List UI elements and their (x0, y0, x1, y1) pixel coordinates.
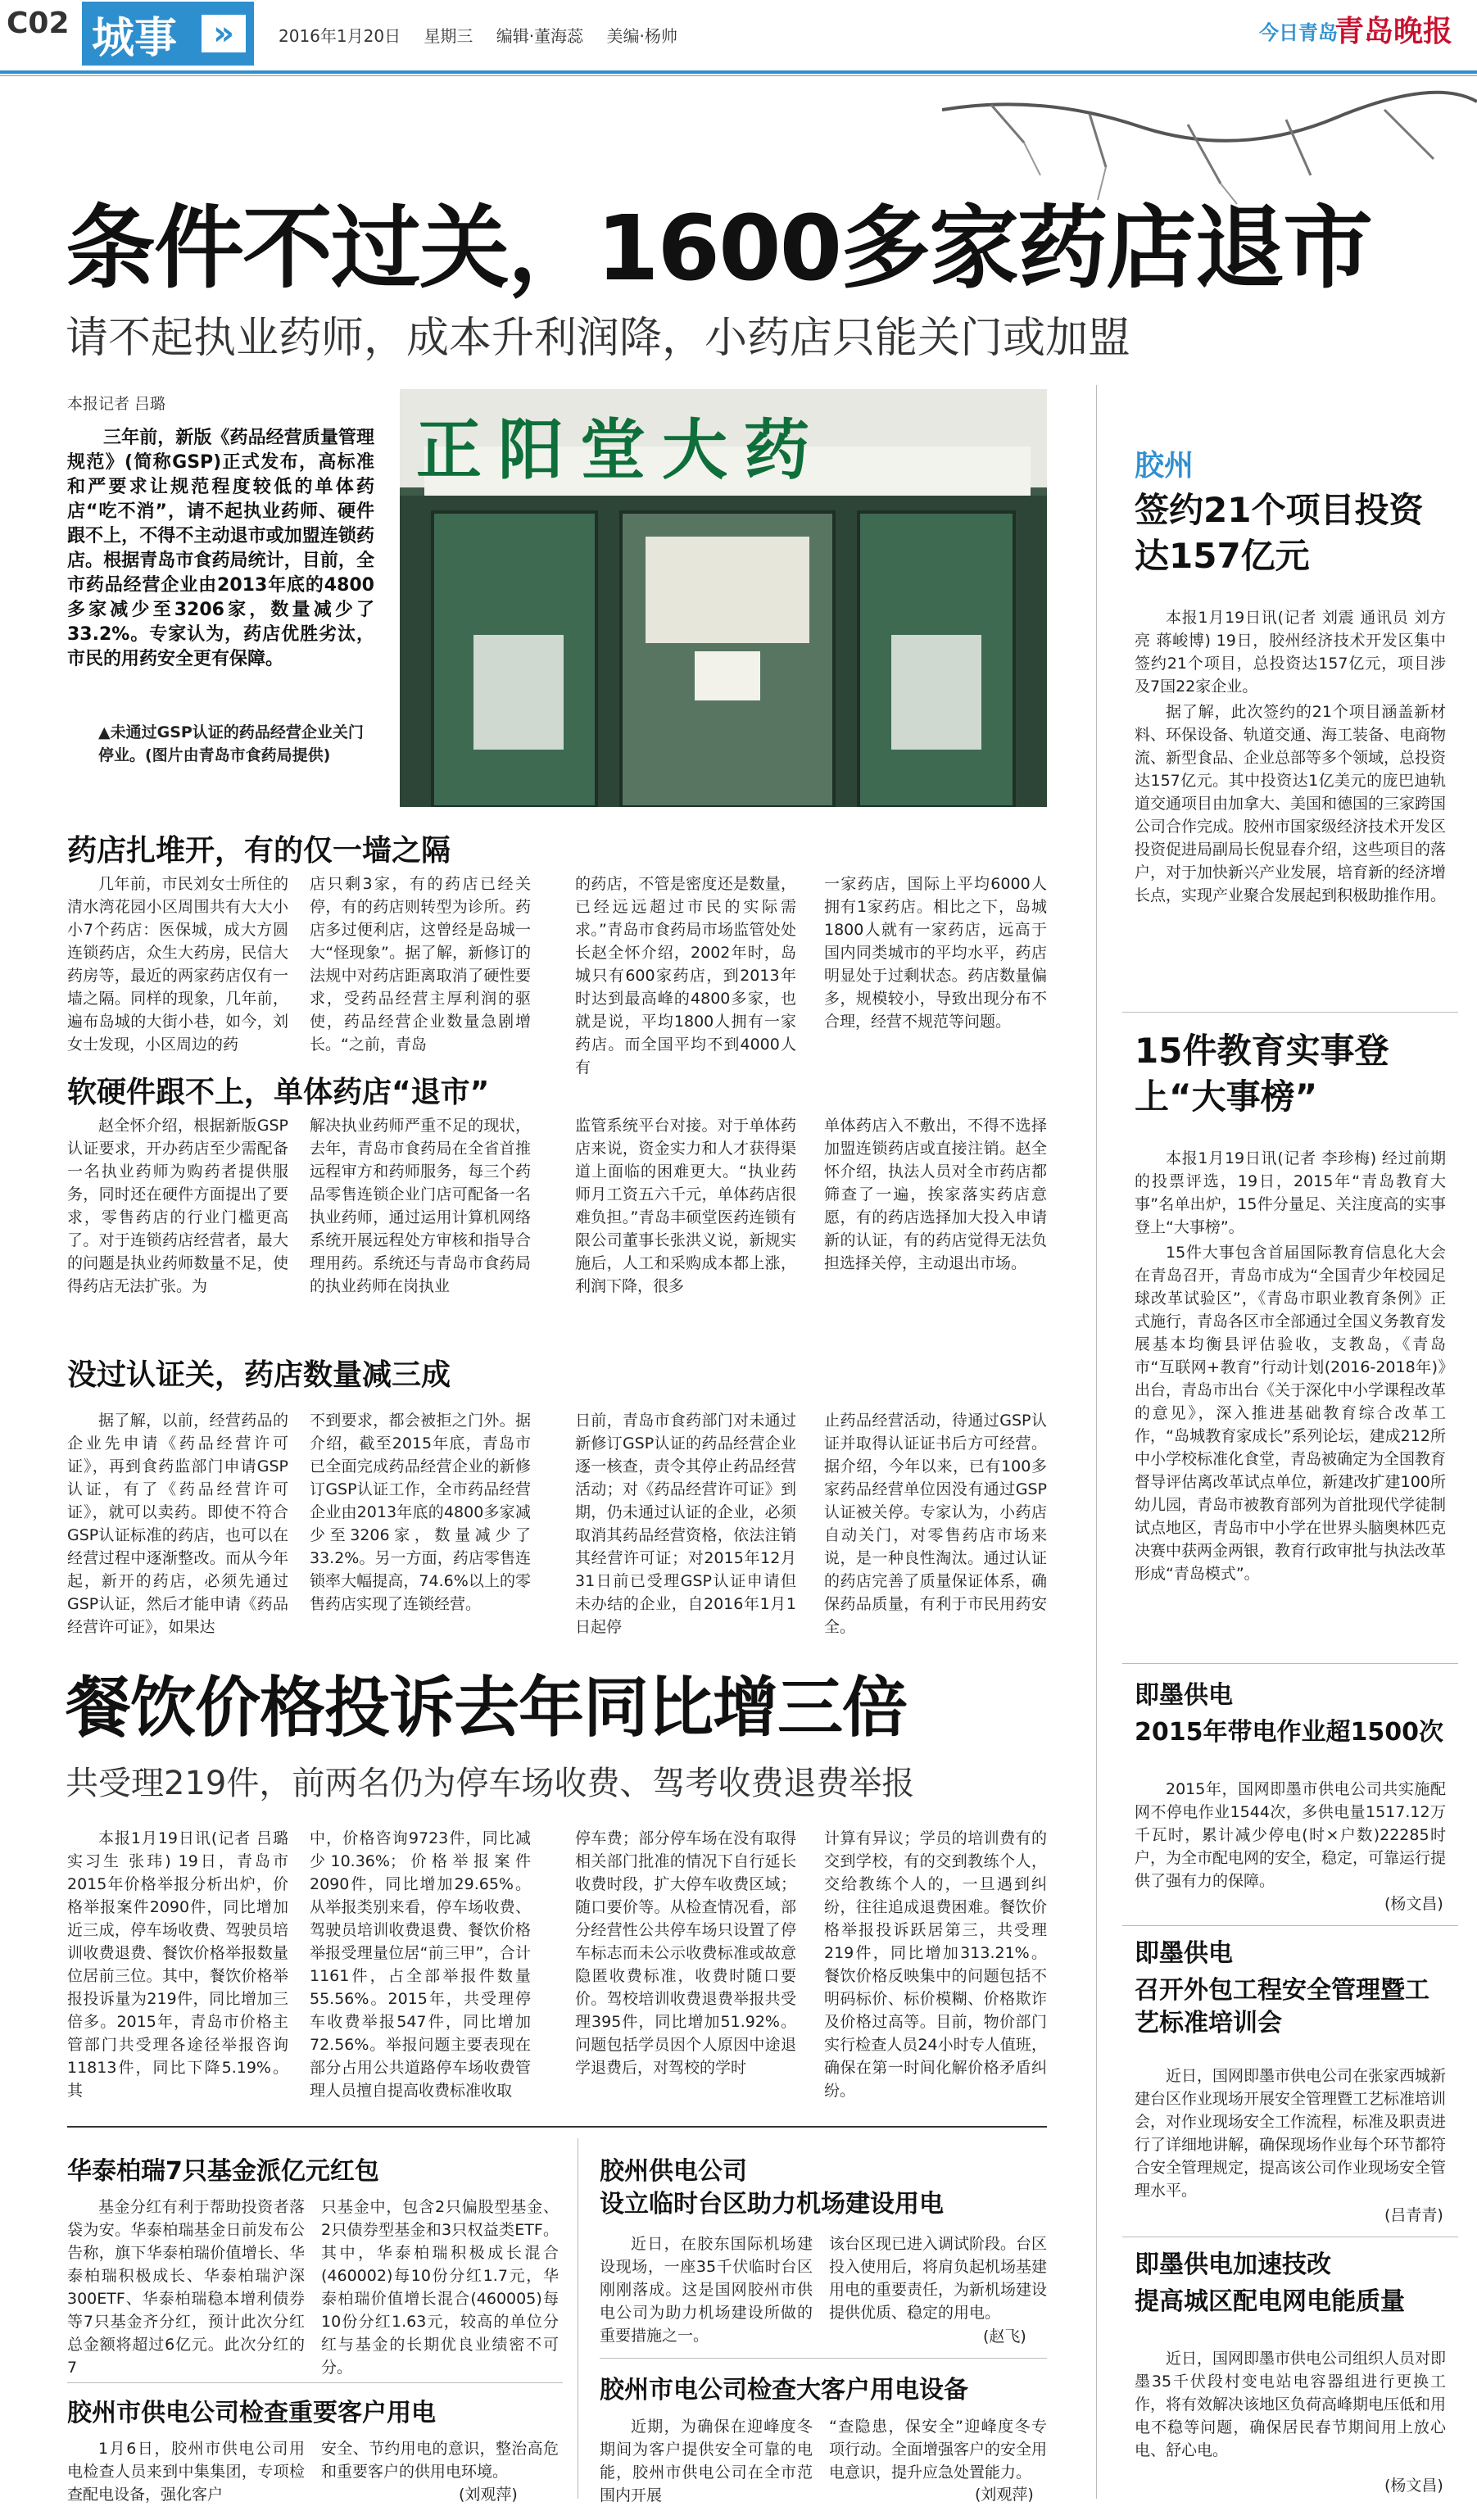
sidebar-separator (1122, 1663, 1458, 1664)
s2-col4: 单体药店入不敷出，不得不选择加盟连锁药店或直接注销。赵全怀介绍，执法人员对全市药店都筛查了一遍，挨家落实药店意愿，有的药店选择加大投入申请新的认证，有的药店觉得无法负担选择关停，主动退出市场。 (824, 1117, 1047, 1272)
s3-col4: 止药品经营活动，待通过GSP认证并取得认证证书后方可经营。据介绍，今年以来，已有100多家药品经营单位因没有通过GSP认证被关停。专家认为，小药店自动关门，对零售药店市场来说，是一种良性淘汰。通过认证的药店完善了质量保证体系，确保药品质量，有利于市民用药安全。 (824, 1412, 1047, 1636)
sidebar-headline-4a: 即墨供电 (1135, 1939, 1233, 1968)
header-rule (0, 70, 1477, 74)
sidebar-headline-4b: 召开外包工程安全管理暨工艺标准培训会 (1135, 1976, 1429, 2037)
section-heading-1: 药店扎堆开，有的仅一墙之隔 (67, 834, 451, 868)
storefront-photo (400, 389, 1047, 807)
s2-col2: 解决执业药师严重不足的现状，去年，青岛市食药局在全省首推远程审方和药师服务，每三个药品零售连锁企业门店可配备一名执业药师，通过运用计算机网络系统开展远程处方审核和指导合理用药。系统还与青岛市食药局的执业药师在岗执业 (310, 1117, 531, 1295)
page-code: C02 (7, 7, 70, 40)
second-col1: 本报1月19日讯(记者 吕璐 实习生 张玮) 19日，青岛市2015年价格举报分析出炉，价格举报案件2090件，同比增加近三成，停车场收费、驾驶员培训收费退费、餐饮价格举报数量位居前三位。其中，餐饮价格举报投诉量为219件，同比增加三倍多。2015年，青岛市价格主管部门共受理各途径举报咨询11813件，同比下降5.19%。其 (67, 1829, 288, 2100)
issue-weekday: 星期三 (424, 26, 473, 46)
main-subhead: 请不起执业药师，成本升利润降，小药店只能关门或加盟 (66, 314, 1131, 363)
chevron-right-icon: » (202, 15, 246, 52)
s3-col1: 据了解，以前，经营药品的企业先申请《药品经营许可证》，再到食药监部门申请GSP认证，有了《药品经营许可证》，就可以卖药。即使不符合GSP认证标准的药店，也可以在经营过程中逐渐整改。而从今年起，新开的药店，必须先通过GSP认证，然后才能申请《药品经营许可证》，如果达 (67, 1412, 288, 1636)
sidebar-headline-3b: 2015年带电作业超1500次 (1135, 1718, 1443, 1747)
s1-col2: 店只剩3家，有的药店已经关停，有的药店则转型为诊所。药店多过便利店，这曾经是岛城一大“怪现象”。据了解，新修订的法规中对药店距离取消了硬性要求，受药品经营主厚利润的驱使，药品经营企业数量急剧增长。“之前，青岛 (310, 875, 531, 1054)
brief-bigclient-col2: “查隐患，保安全”迎峰度冬专项行动。全面增强客户的安全用电意识，提升应急处置能力。 (829, 2418, 1048, 2481)
sidebar-body-4: 近日，国网即墨市供电公司在张家西城新建台区作业现场开展安全管理暨工艺标准培训会，对作业现场安全工作流程，标准及职责进行了详细地讲解，确保现场作业每个环节都符合安全管理规定，提高该公司作业现场安全管理水平。 (1135, 2067, 1447, 2200)
sidebar-body-2: 15件大事包含首届国际教育信息化大会在青岛召开，青岛市成为“全国青少年校园足球改革试验区”，《青岛市职业教育条例》正式施行，青岛各区市全部通过全国义务教育发展基本均衡县评估验收，支教岛，《青岛市“互联网+教育”行动计划(2016-2018年)》出台，青岛市出台《关于深化中小学课程改革的意见》，深入推进基础教育综合改革工作，“岛城教育家成长”系列论坛，建成212所中小学校标准化食堂，青岛被确定为全国教育督导评估离改革试点单位，新建改扩建100所幼儿园，青岛市被教育部列为首批现代学徒制试点地区，青岛市中小学在世界头脑奥林匹克决赛中获两金两银，教育行政审批与执法改革形成“青岛模式”。 (1135, 1244, 1447, 1583)
brief-huatai-col2: 只基金中，包含2只偏股型基金、2只债券型基金和3只权益类ETF。其中，华泰柏瑞积极成长混合(460002)每10份分红1.7元，华泰柏瑞价值增长混合(460005)每10份分红1.63元，较高的单位分红与基金的长期优良业绩密不可分。 (321, 2198, 559, 2377)
s1-col1: 几年前，市民刘女士所住的清水湾花园小区周围共有大大小小7个药店：医保城，成大方圆连锁药店，众生大药房，民信大药房等，最近的两家药店仅有一墙之隔。同样的现象，几年前，遍布岛城的大街小巷，如今，刘女士发现，小区周边的药 (67, 875, 288, 1054)
sidebar-body-5: 近日，国网即墨市供电公司组织人员对即墨35千伏段村变电站电容器组进行更换工作，将有效解决该地区负荷高峰期电压低和用电不稳等问题，确保居民春节期间用上放心电、舒心电。 (1135, 2350, 1447, 2459)
main-lead: 三年前，新版《药品经营质量管理规范》(简称GSP)正式发布，高标准和严要求让规范程度较低的单体药店“吃不消”，请不起执业药师、硬件跟不上，不得不主动退市或加盟连锁药店。根据青岛市食药局统计，目前，全市药品经营企业由2013年底的4800多家减少至3206家，数量减少了33.2%。专家认为，药店优胜劣汰，市民的用药安全更有保障。 (67, 428, 374, 669)
brief-separator (600, 2358, 1047, 2359)
newspaper-logo: 青岛晚报 (1334, 14, 1452, 48)
brief-headline-huatai: 华泰柏瑞7只基金派亿元红包 (67, 2157, 379, 2186)
section-label: 城事 (82, 2, 254, 66)
s3-col3: 日前，青岛市食药部门对未通过新修订GSP认证的药品经营企业逐一核查，责令其停止药品经营活动；对《药品经营许可证》到期，仍未通过认证的企业，必须取消其药品经营资格，依法注销其经营许可证；对2015年12月31日前已受理GSP认证申请但未办结的企业，自2016年1月1日起停 (575, 1412, 796, 1636)
photo-caption: ▲未通过GSP认证的药品经营企业关门停业。(图片由青岛市食药局提供) (98, 723, 364, 764)
second-col3: 停车费；部分停车场在没有取得相关部门批准的情况下自行延长收费时段，扩大停车收费区域；随口要价等。从检查情况看，部分经营性公共停车场只设置了停车标志而未公示收费标准或故意隐匿收费标准，收费时随口要价。驾校培训收费退费举报共受理395件，同比增加51.92%。问题包括学员因个人原因中途退学退费后，对驾校的学时 (575, 1829, 796, 2077)
sidebar-byline-2: 本报1月19日讯(记者 李珍梅) 经过前期的投票评选，19日，2015年“青岛教育大事”名单出炉，15件分量足、关注度高的实事登上“大事榜”。 (1135, 1149, 1446, 1236)
brief-jiaozhou-major-sign: (刘观萍) (459, 2486, 518, 2504)
s1-col4: 一家药店，国际上平均6000人拥有1家药店。相比之下，岛城1800人就有一家药店，远高于国内同类城市的平均水平，药店明显处于过剩状态。药店数量偏多，规模较小，导致出现分布不合理，经营不规范等问题。 (824, 875, 1047, 1031)
header-thin-rule (0, 75, 1477, 76)
sidebar-headline-3a: 即墨供电 (1135, 1681, 1233, 1710)
sidebar-separator (1122, 1925, 1458, 1926)
brief-huatai-col1: 基金分红有利于帮助投资者落袋为安。华泰柏瑞基金日前发布公告称，旗下华泰柏瑞价值增长、华泰柏瑞积极成长、华泰柏瑞沪深300ETF、华泰柏瑞稳本增利债券等7只基金齐分红，预计此次分红总金额将超过6亿元。此次分红的7 (67, 2198, 305, 2377)
s1-col3: 的药店，不管是密度还是数量，已经远远超过市民的实际需求。”青岛市食药局市场监管处处长赵全怀介绍，2002年时，岛城只有600家药店，到2013年时达到最高峰的4800多家，也就是说，平均1800人拥有一家药店。而全国平均不到4000人有 (575, 875, 796, 1076)
sidebar-body-3: 2015年，国网即墨市供电公司共实施配网不停电作业1544次，多供电量1517.12万千瓦时，累计减少停电(时×户数)22285时户，为全市配电网的安全，稳定，可靠运行提供了强有力的保障。 (1135, 1780, 1447, 1890)
sidebar-sign-4: (吕青青) (1384, 2206, 1443, 2224)
main-headline: 条件不过关，1600多家药店退市 (66, 196, 1372, 301)
sidebar-body-1: 据了解，此次签约的21个项目涵盖新材料、环保设备、轨道交通、海工装备、电商物流、新型食品、企业总部等多个领域，总投资达157亿元。其中投资达1亿美元的庞巴迪轨道交通项目由加拿大、美国和德国的三家跨国公司合作完成。胶州市国家级经济技术开发区投资促进局副局长倪显春介绍，这些项目的落户，对于加快新兴产业发展，培育新的经济增长点，实现产业聚合发展起到积极助推作用。 (1135, 703, 1447, 904)
brief-bigclient-col1: 近期，为确保在迎峰度冬期间为客户提供安全可靠的电能，胶州市供电公司在全市范围内开展 (600, 2418, 813, 2504)
editor-credit: 编辑·董海蕊 (496, 26, 584, 46)
main-byline: 本报记者 吕璐 (67, 395, 166, 413)
second-subhead: 共受理219件，前两名仍为停车场收费、驾考收费退费举报 (66, 1765, 915, 1802)
sidebar-headline-5a: 即墨供电加速技改 (1135, 2250, 1331, 2279)
brief-jiaozhou-major-col1: 1月6日，胶州市供电公司用电检查人员来到中集集团，专项检查配电设备，强化客户 (67, 2440, 305, 2504)
brief-airport-col1: 近日，在胶东国际机场建设现场，一座35千伏临时台区刚刚落成。这是国网胶州市供电公司为助力机场建设所做的重要措施之一。 (600, 2235, 813, 2345)
brief-airport-col2: 该台区现已进入调试阶段。台区投入使用后，将肩负起机场基建用电的重要责任，为新机场建设提供优质、稳定的用电。 (829, 2235, 1048, 2322)
sidebar-sign-5: (杨文昌) (1384, 2477, 1443, 2495)
second-col4: 计算有异议；学员的培训费有的交到学校，有的交到教练个人，交给教练个人的，一旦遇到纠纷，往往追成退费困难。餐饮价格举报投诉跃居第三，共受理219件，同比增加313.21%。餐饮价格反映集中的问题包括不明码标价、标价模糊、价格欺诈及价格过高等。目前，物价部门实行检查人员24小时专人值班，确保在第一时间化解价格矛盾纠纷。 (824, 1829, 1047, 2100)
s2-col3: 监管系统平台对接。对于单体药店来说，资金实力和人才获得渠道上面临的困难更大。“执业药师月工资五六千元，单体药店很难负担。”青岛丰硕堂医药连锁有限公司董事长张洪义说，新规实施后，人工和采购成本都上涨，利润下降，很多 (575, 1117, 796, 1295)
sidebar-sign-3: (杨文昌) (1384, 1895, 1443, 1913)
sidebar-byline-1: 本报1月19日讯(记者 刘震 通讯员 刘方亮 蒋峻博) 19日，胶州经济技术开发区集中签约21个项目，总投资达157亿元，项目涉及7国22家企业。 (1135, 609, 1446, 696)
sidebar-city-label: 胶州 (1135, 449, 1194, 483)
sidebar-divider (1096, 385, 1097, 2499)
brief-headline-bigclient: 胶州市电公司检查大客户用电设备 (600, 2376, 968, 2404)
s3-col2: 不到要求，都会被拒之门外。据介绍，截至2015年底，青岛市已全面完成药品经营企业的新修订GSP认证工作，全市药品经营企业由2013年底的4800多家减少至3206家，数量减少了33.2%。另一方面，药店零售连锁率大幅提高，74.6%以上的零售药店实现了连锁经营。 (310, 1412, 531, 1613)
sidebar-headline-2: 15件教育实事登上“大事榜” (1135, 1031, 1389, 1117)
second-headline: 餐饮价格投诉去年同比增三倍 (66, 1670, 907, 1746)
section-heading-2: 软硬件跟不上，单体药店“退市” (67, 1076, 490, 1109)
brief-headline-jiaozhou-major: 胶州市供电公司检查重要客户用电 (67, 2399, 436, 2427)
brief-bigclient-sign: (刘观萍) (975, 2486, 1034, 2504)
brief-headline-airport-1: 胶州供电公司 (600, 2157, 747, 2186)
designer-credit: 美编·杨帅 (606, 26, 677, 46)
section-heading-3: 没过认证关，药店数量减三成 (67, 1358, 451, 1392)
brief-separator (67, 2382, 563, 2383)
sidebar-headline-5b: 提高城区配电网电能质量 (1135, 2287, 1405, 2316)
sidebar-headline-1: 签约21个项目投资达157亿元 (1135, 490, 1424, 576)
issue-date: 2016年1月20日 (279, 26, 401, 46)
brief-airport-sign: (赵飞) (983, 2327, 1026, 2346)
store-sign-text: 正阳堂大药 (416, 412, 826, 488)
issue-meta (279, 23, 695, 47)
sidebar-separator (1122, 1012, 1458, 1013)
brief-headline-airport-2: 设立临时台区助力机场建设用电 (600, 2190, 944, 2219)
s2-col1: 赵全怀介绍，根据新版GSP认证要求，开办药店至少需配备一名执业药师为购药者提供服务，同时还在硬件方面提出了要求，零售药店的行业门槛更高了。对于连锁药店经营者，最大的问题是执业药师数量不足，使得药店无法扩张。为 (67, 1117, 288, 1295)
second-col2: 中，价格咨询9723件，同比减少10.36%；价格举报案件2090件，同比增加29.65%。从举报类别来看，停车场收费、驾驶员培训收费退费、餐饮价格举报受理量位居“前三甲”，合计1161件，占全部举报件数量55.56%。2015年，共受理停车收费举报547件，同比增加72.56%。举报问题主要表现在部分占用公共道路停车场收费管理人员擅自提高收费标准收取 (310, 1829, 531, 2100)
edition-label: 今日青岛 (1259, 21, 1338, 44)
brief-jiaozhou-major-col2: 安全、节约用电的意识，整治高危和重要客户的供用电环境。 (321, 2440, 559, 2481)
briefs-divider (67, 2126, 1047, 2128)
